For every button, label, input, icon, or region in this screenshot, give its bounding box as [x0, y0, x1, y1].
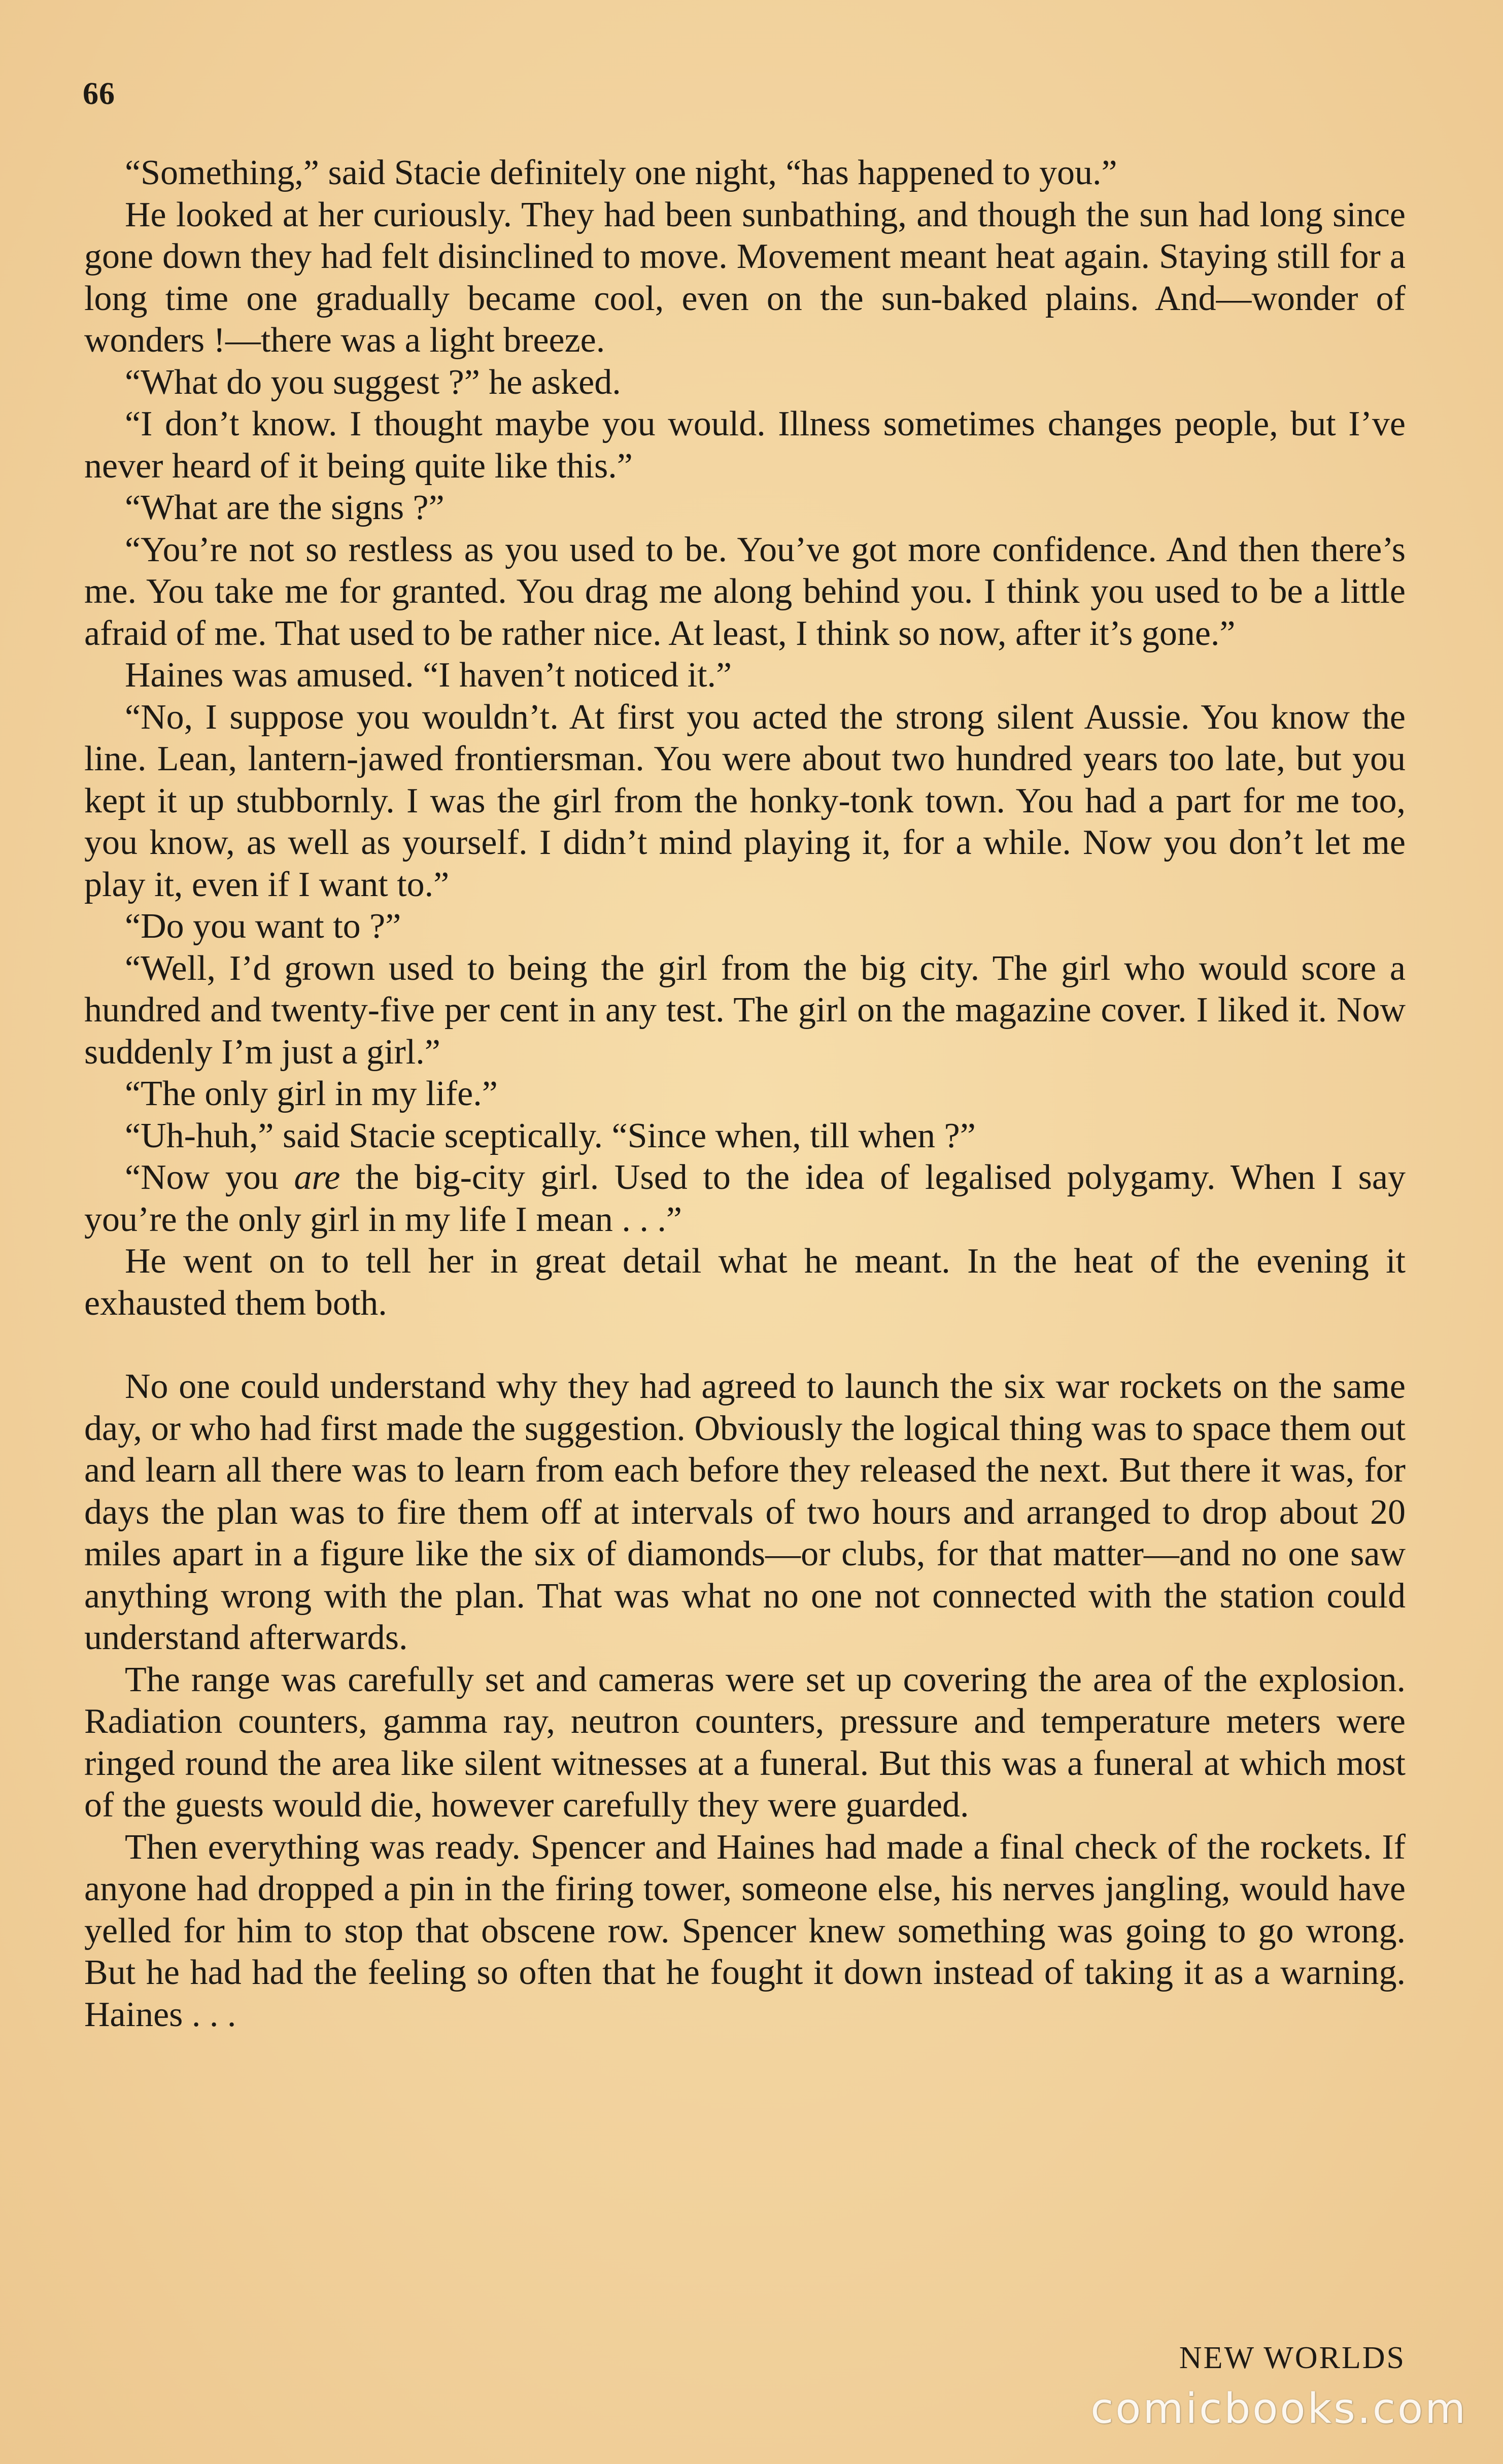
- paragraph: “Uh-huh,” said Stacie sceptically. “Since when, till when ?”: [125, 1116, 976, 1155]
- paragraph: “What are the signs ?”: [125, 488, 445, 527]
- paragraph: No one could understand why they had agreed to launch the six war rockets on the same day, or who had first made the suggestion. Obviously the logical thing was to space them out and learn all there was to learn from each before they released the next. But there it was, for days the plan was to fire them off at intervals of two hours and arranged to drop about 20 miles apart in a figure like the six of diamonds—or clubs, for that matter—and no one saw anything wrong with the plan. That was what no one not connected with the station could understand afterwards.: [84, 1367, 1406, 1657]
- paragraph: “What do you suggest ?” he asked.: [125, 362, 621, 402]
- section-break: [84, 1324, 1406, 1366]
- magazine-title-footer: NEW WORLDS: [1179, 2341, 1406, 2375]
- paragraph: The range was carefully set and cameras were set up covering the area of the explosion. Radiation counters, gamma ray, neutron counters, pressure and temperature meters were ringed round the area like silent witnesses at a funeral. But this was a funeral at which most of the guests would die, however carefully they were guarded.: [84, 1660, 1406, 1825]
- paragraph: “Do you want to ?”: [125, 907, 401, 946]
- paragraph: “Something,” said Stacie definitely one night, “has happened to you.”: [125, 153, 1117, 192]
- paragraph: “The only girl in my life.”: [125, 1074, 498, 1113]
- paragraph: [84, 1157, 1406, 1241]
- paragraph: “No, I suppose you wouldn’t. At first you acted the strong silent Aussie. You know the line. Lean, lantern-jawed frontiersman. You were about two hundred years too late, but you kept it up stubbornly. I was the girl from the honky-tonk town. You had a part for me too, you know, as well as yourself. I didn’t mind playing it, for a while. Now you don’t let me play it, even if I want to.”: [84, 697, 1406, 904]
- paragraph: He looked at her curiously. They had been sunbathing, and though the sun had long since gone down they had felt disinclined to move. Movement meant heat again. Staying still for a long time one gradually became cool, even on the sun-baked plains. And—wonder of wonders !—there was a light breeze.: [84, 195, 1406, 360]
- text-run: “Now you: [125, 1158, 294, 1197]
- paragraph: Haines was amused. “I haven’t noticed it.”: [125, 656, 732, 695]
- page-number: 66: [83, 77, 115, 111]
- watermark: comicbooks.com: [1090, 2385, 1467, 2433]
- italic-word: are: [294, 1158, 340, 1197]
- paragraph: “You’re not so restless as you used to be. You’ve got more confidence. And then there’s me. You take me for granted. You drag me along behind you. I think you used to be a little afraid of me. That used to be rather nice. At least, I think so now, after it’s gone.”: [84, 530, 1406, 653]
- paragraph: “Well, I’d grown used to being the girl from the big city. The girl who would score a hundred and twenty-five per cent in any test. The girl on the magazine cover. I liked it. Now suddenly I’m just a girl.”: [84, 948, 1406, 1072]
- text-run: the big-city girl. Used to the idea of legalised polygamy. When I say you’re the only girl in my life I mean . . .”: [84, 1158, 1406, 1239]
- paragraph: Then everything was ready. Spencer and Haines had made a final check of the rockets. If anyone had dropped a pin in the firing tower, someone else, his nerves jangling, would have yelled for him to stop that obscene row. Spencer knew something was going to go wrong. But he had had the feeling so often that he fought it down instead of taking it as a warning. Haines . . .: [84, 1827, 1406, 2034]
- paragraph: He went on to tell her in great detail what he meant. In the heat of the evening it exhausted them both.: [84, 1242, 1406, 1323]
- story-text: [84, 152, 1406, 2036]
- paragraph: “I don’t know. I thought maybe you would. Illness sometimes changes people, but I’ve never heard of it being quite like this.”: [84, 404, 1406, 486]
